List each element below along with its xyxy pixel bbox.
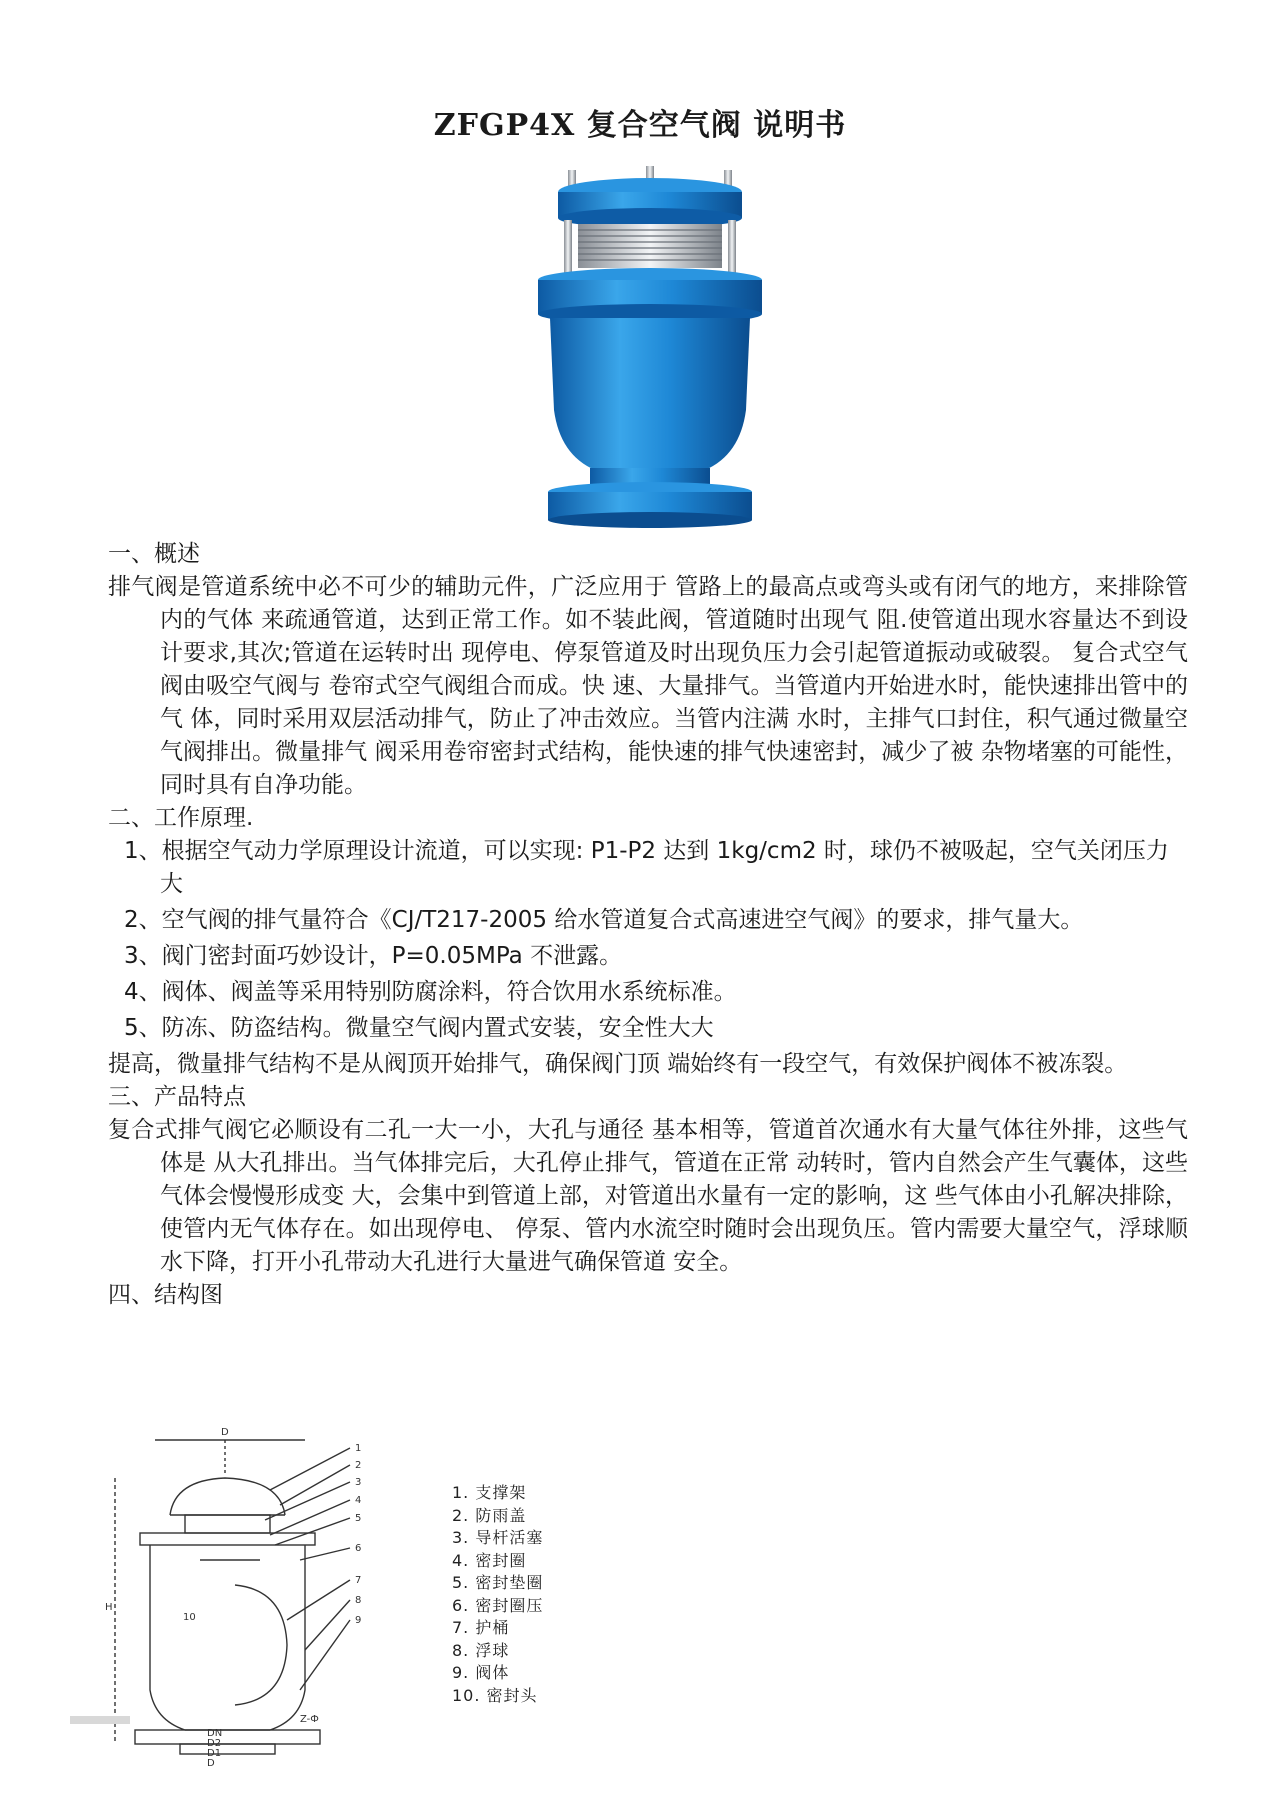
dim-label-z: Z-Ф <box>300 1714 319 1725</box>
legend-item: 7. 护桶 <box>452 1618 510 1637</box>
legend-item: 6. 密封圈压 <box>452 1595 544 1615</box>
callout-9: 9 <box>355 1615 362 1626</box>
dim-label-d-top: D <box>221 1427 229 1438</box>
legend-item: 2. 防雨盖 <box>452 1505 527 1525</box>
overview-paragraph: 排气阀是管道系统中必不可少的辅助元件，广泛应用于 管路上的最高点或弯头或有闭气的地方，来排除管内的气体 来疏通管道，达到正常工作。如不装此阀，管道随时出现气 阻.使管道出现水容量达不到设计要求,其次;管道在运转时出 现停电、停泵管道及时出现负压力会引起管道振动或破裂。 复合式空气阀由吸空气阀与 卷帘式空气阀组合而成。快 速、大量排气。当管道内开始进水时，能快速排出管中的气 体，同时采用双层活动排气，防止了冲击效应。当管内注满 水时，主排气口封住，积气通过微量空气阀排出。微量排气 阀采用卷帘密封式结构，能快速的排气快速密封，减少了被 杂物堵塞的可能性，同时具有自净功能。 <box>108 574 1188 798</box>
principle-item-3: 3、阀门密封面巧妙设计，P=0.05MPa 不泄露。 <box>124 943 623 969</box>
principle-item-1: 1、根据空气动力学原理设计流道，可以实现: P1-P2 达到 1kg/cm2 时，球仍不被吸起，空气关闭压力大 <box>124 838 1169 897</box>
legend-item: 3. 导杆活塞 <box>452 1528 544 1547</box>
features-paragraph: 复合式排气阀它必顺设有二孔一大一小，大孔与通径 基本相等，管道首次通水有大量气体往外排，这些气体是 从大孔排出。当气体排完后，大孔停止排气，管道在正常 动转时，管内自然会产生气囊体，这些气体会慢慢形成变 大，会集中到管道上部，对管道出水量有一定的影响，这 些气体由小孔解决排除，使管内无气体存在。如出现停电、 停泵、管内水流空时随时会出现负压。管内需要大量空气，浮球顺水下降，打开小孔带动大孔进行大量进气确保管道 安全。 <box>108 1117 1188 1275</box>
callout-4: 4 <box>355 1495 362 1506</box>
document-body <box>108 538 1188 1312</box>
dim-label-d1: D1 <box>207 1748 222 1759</box>
scan-smudge <box>70 1716 130 1724</box>
dim-label-dn: DN <box>207 1728 223 1739</box>
principle-item-2: 2、空气阀的排气量符合《CJ/T217-2005 给水管道复合式高速进空气阀》的要求，排气量大。 <box>124 907 1084 933</box>
section-heading-features: 三、产品特点 <box>108 1084 246 1110</box>
valve-photo-illustration <box>520 170 780 530</box>
section-heading-principle: 二、工作原理. <box>108 805 254 831</box>
legend-item: 10. 密封头 <box>452 1685 538 1705</box>
callout-5: 5 <box>355 1513 362 1524</box>
legend-item: 8. 浮球 <box>452 1640 510 1660</box>
callout-7: 7 <box>355 1575 362 1586</box>
principle-tail: 提高，微量排气结构不是从阀顶开始排气，确保阀门顶 端始终有一段空气，有效保护阀体不被冻裂。 <box>108 1051 1128 1077</box>
legend-item: 4. 密封圈 <box>452 1550 527 1570</box>
legend-item: 5. 密封垫圈 <box>452 1573 544 1592</box>
section-heading-overview: 一、概述 <box>108 541 200 567</box>
section-heading-structure: 四、结构图 <box>108 1282 223 1308</box>
page-title: ZFGP4X 复合空气阀 说明书 <box>433 108 847 143</box>
callout-3: 3 <box>355 1477 362 1488</box>
dim-label-d2: D2 <box>207 1738 222 1749</box>
principle-item-4: 4、阀体、阀盖等采用特别防腐涂料，符合饮用水系统标准。 <box>124 979 737 1005</box>
legend-item: 1. 支撑架 <box>452 1483 527 1502</box>
dim-label-10: 10 <box>183 1612 196 1623</box>
callout-8: 8 <box>355 1595 362 1606</box>
callout-6: 6 <box>355 1543 362 1554</box>
callout-2: 2 <box>355 1460 362 1471</box>
principle-item-5: 5、防冻、防盗结构。微量空气阀内置式安装，安全性大大 <box>124 1015 714 1041</box>
legend-item: 9. 阀体 <box>452 1663 510 1682</box>
dim-label-h: H <box>105 1602 113 1613</box>
dim-label-d-bottom: D <box>207 1758 215 1769</box>
structure-diagram <box>95 1420 455 1769</box>
parts-legend <box>452 1482 543 1707</box>
callout-1: 1 <box>355 1443 362 1454</box>
